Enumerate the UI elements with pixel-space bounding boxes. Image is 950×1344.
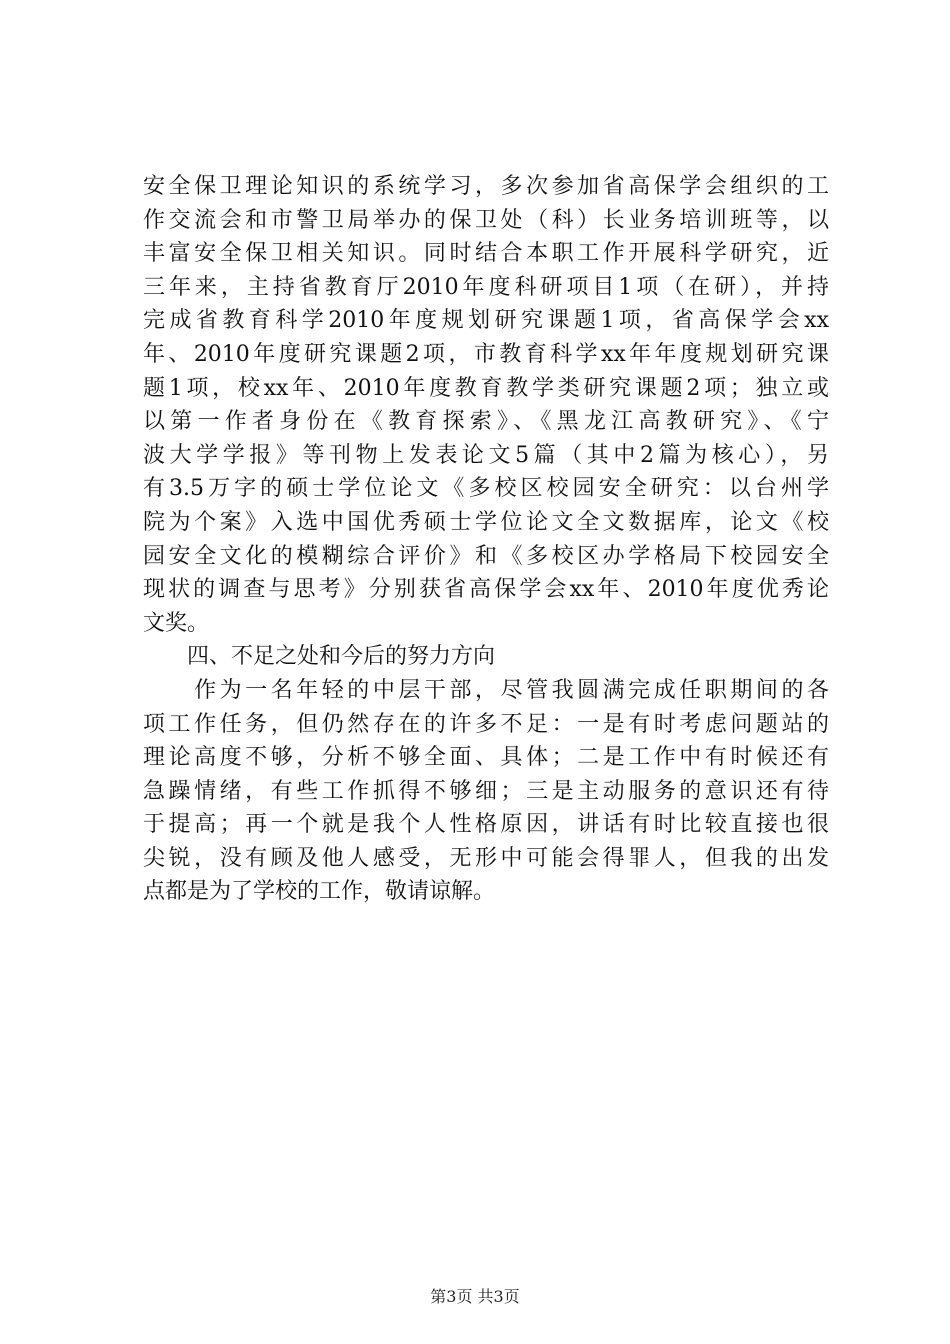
body-line-4: 三年来，主持省教育厅2010年度科研项目1项（在研），并持 [143, 274, 829, 300]
body-line-7: 题1项，校xx年、2010年度教育教学类研究课题2项；独立或 [143, 375, 829, 401]
body-line-6: 年、2010年度研究课题2项，市教育科学xx年年度规划研究课 [143, 341, 829, 367]
body-line-10: 有3.5万字的硕士学位论文《多校区校园安全研究：以台州学 [143, 476, 829, 502]
page-number-footer: 第3页 共3页 [430, 1287, 520, 1306]
body-line-3: 丰富安全保卫相关知识。同时结合本职工作开展科学研究，近 [143, 241, 829, 267]
body-line-21: 尖锐，没有顾及他人感受，无形中可能会得罪人，但我的出发 [143, 845, 829, 871]
body-line-9: 波大学学报》等刊物上发表论文5篇（其中2篇为核心），另 [143, 442, 829, 468]
section-heading: 四、不足之处和今后的努力方向 [143, 644, 496, 670]
body-line-14: 文奖。 [143, 610, 210, 636]
body-line-16: 作为一名年轻的中层干部，尽管我圆满完成任职期间的各 [143, 677, 829, 703]
body-line-8: 以第一作者身份在《教育探索》、《黑龙江高教研究》、《宁 [143, 409, 829, 435]
body-line-18: 理论高度不够，分析不够全面、具体；二是工作中有时候还有 [143, 745, 829, 771]
body-line-5: 完成省教育科学2010年度规划研究课题1项，省高保学会xx [143, 308, 829, 334]
body-line-19: 急躁情绪，有些工作抓得不够细；三是主动服务的意识还有待 [143, 778, 829, 804]
document-body [143, 170, 829, 909]
body-line-20: 于提高；再一个就是我个人性格原因，讲话有时比较直接也很 [143, 812, 829, 838]
body-line-1: 安全保卫理论知识的系统学习，多次参加省高保学会组织的工 [143, 174, 829, 199]
body-line-17: 项工作任务，但仍然存在的许多不足：一是有时考虑问题站的 [143, 711, 829, 737]
body-line-22: 点都是为了学校的工作，敬请谅解。 [143, 879, 496, 905]
body-line-12: 园安全文化的模糊综合评价》和《多校区办学格局下校园安全 [143, 543, 829, 569]
body-line-13: 现状的调查与思考》分别获省高保学会xx年、2010年度优秀论 [143, 577, 829, 603]
body-line-11: 院为个案》入选中国优秀硕士学位论文全文数据库，论文《校 [143, 509, 829, 535]
body-line-2: 作交流会和市警卫局举办的保卫处（科）长业务培训班等，以 [143, 207, 829, 233]
